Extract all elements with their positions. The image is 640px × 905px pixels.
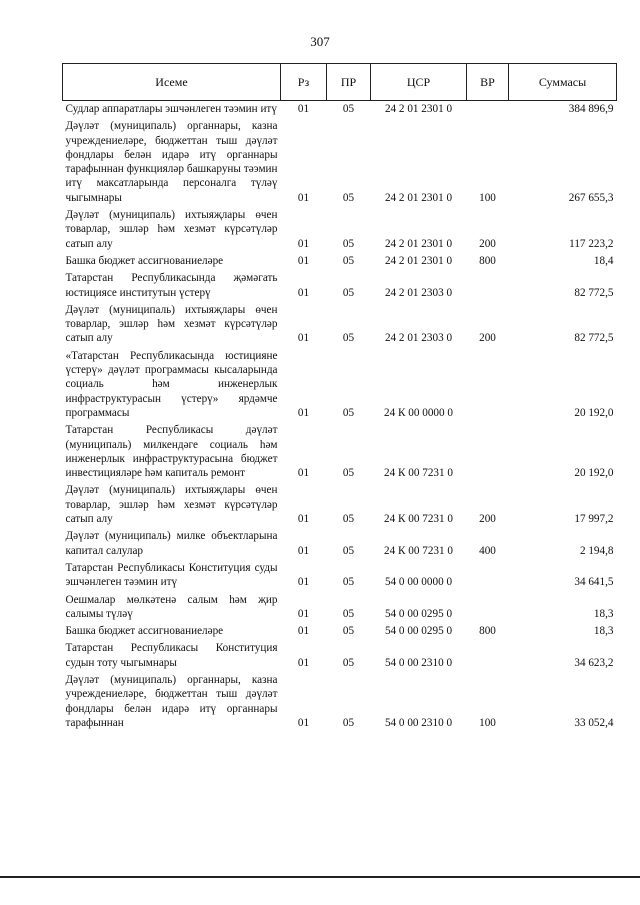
cell-name: Дәүләт (муниципаль) ихтыяҗлары өчен товарлар, эшләр һәм хезмәт күрсәтүләр сатып алу [65,484,278,526]
cell-rz: 01 [297,191,310,204]
cell-rz: 01 [297,656,310,669]
table-row [63,560,617,592]
cell-sum: 17 997,2 [574,513,614,526]
cell-csr: 24 2 01 2301 0 [384,254,453,267]
cell-pr: 05 [342,467,355,480]
table-row [63,623,617,640]
cell-csr: 54 0 00 0000 0 [384,576,453,589]
cell-vr: 800 [479,625,496,638]
cell-csr: 24 К 00 0000 0 [384,406,453,419]
table-row [63,422,617,482]
cell-sum: 18,4 [593,254,614,267]
header-name: Исеме [63,64,281,101]
cell-name: Дәүләт (муниципаль) милке объектларына капитал салулар [65,530,278,557]
table-row [63,528,617,560]
table-row [63,592,617,624]
cell-csr: 24 2 01 2301 0 [384,237,453,250]
cell-csr: 54 0 00 0295 0 [384,625,453,638]
cell-name: Дәүләт (муниципаль) органнары, казна учреждениеләре, бюджеттан тыш дәүләт фондлары белән идарә итү органнары тарафыннан функцияләр башкаруны тәэмин итү максатларында персоналга түләү чыгымнары [65,120,278,204]
cell-name: Дәүләт (муниципаль) ихтыяҗлары өчен товарлар, эшләр һәм хезмәт күрсәтүләр сатып алу [65,209,278,250]
cell-sum: 20 192,0 [574,406,614,419]
cell-csr: 24 2 01 2303 0 [384,332,453,345]
cell-vr: 800 [479,254,496,267]
cell-name: Татарстан Республикасында җәмәгать юстициясе институтын үстерү [65,272,278,299]
cell-name: Татарстан Республикасы Конституция суды эшчәнлеген тәэмин итү [65,561,278,589]
header-csr: ЦСР [371,64,467,101]
cell-vr: 200 [479,513,496,526]
cell-pr: 05 [342,286,355,299]
cell-pr: 05 [342,656,355,669]
table-row [63,270,617,302]
cell-vr: 200 [479,237,496,250]
cell-rz: 01 [297,544,310,557]
cell-vr [467,348,509,422]
table-row [63,207,617,253]
cell-vr: 400 [479,544,496,557]
cell-sum: 18,3 [593,607,614,620]
cell-rz: 01 [297,607,310,620]
cell-vr: 100 [479,716,496,729]
table-row [63,482,617,528]
cell-pr: 05 [342,332,355,345]
cell-rz: 01 [297,576,310,589]
cell-pr: 05 [342,254,355,267]
header-pr: ПР [327,64,371,101]
page-bottom-border [0,876,640,878]
cell-sum: 18,3 [593,625,614,638]
cell-pr: 05 [342,607,355,620]
cell-name: Татарстан Республикасы Конституция судын тоту чыгымнары [65,642,278,669]
cell-sum: 20 192,0 [574,467,614,480]
cell-csr: 24 К 00 7231 0 [384,544,453,557]
cell-pr: 05 [342,237,355,250]
table-header-row [63,64,617,101]
cell-rz: 01 [297,103,310,115]
cell-sum: 117 223,2 [569,237,614,250]
cell-sum: 2 194,8 [579,544,614,557]
cell-pr: 05 [342,103,355,115]
cell-name: Дәүләт (муниципаль) органнары, казна учреждениеләре, бюджеттан тыш дәүләт фондлары белән идарә итү органнары тарафыннан [65,673,278,729]
header-rz: Рз [281,64,327,101]
table-row [63,348,617,422]
table-row [63,101,617,119]
cell-name: Дәүләт (муниципаль) ихтыяҗлары өчен товарлар, эшләр һәм хезмәт күрсәтүләр сатып алу [65,303,278,345]
cell-vr [467,422,509,482]
cell-pr: 05 [342,716,355,729]
cell-vr [467,560,509,592]
cell-name: Башка бюджет ассигнованиеләре [65,254,224,267]
page-number: 307 [310,34,330,49]
cell-name: Татарстан Республикасы дәүләт (муниципаль) милкендәге социаль һәм инженерлык инфраструктурасына бюджет инвестицияләре һәм капиталь ремонт [65,424,278,480]
cell-sum: 34 641,5 [574,576,614,589]
table-row [63,672,617,732]
cell-vr: 100 [479,191,496,204]
table-row [63,302,617,348]
cell-pr: 05 [342,513,355,526]
cell-sum: 267 655,3 [568,191,614,204]
header-vr: ВР [467,64,509,101]
cell-sum: 33 052,4 [574,716,614,729]
cell-pr: 05 [342,544,355,557]
cell-name: «Татарстан Республикасында юстицияне үстерү» дәүләт программасы кысаларында социаль һәм инженерлык инфраструктурасын үстерү» ярдәмче программасы [65,349,278,419]
cell-csr: 54 0 00 2310 0 [384,716,453,729]
cell-vr [467,640,509,672]
cell-pr: 05 [342,406,355,419]
cell-rz: 01 [297,716,310,729]
cell-rz: 01 [297,625,310,638]
cell-vr [467,592,509,624]
cell-sum: 384 896,9 [568,103,614,115]
cell-csr: 24 К 00 7231 0 [384,513,453,526]
cell-rz: 01 [297,406,310,419]
header-sum: Суммасы [509,64,617,101]
cell-pr: 05 [342,625,355,638]
cell-rz: 01 [297,286,310,299]
cell-rz: 01 [297,237,310,250]
cell-pr: 05 [342,576,355,589]
cell-csr: 24 2 01 2303 0 [384,286,453,299]
table-row [63,640,617,672]
cell-rz: 01 [297,467,310,480]
table-row [63,253,617,270]
cell-name: Башка бюджет ассигнованиеләре [65,625,224,638]
cell-name: Оешмалар мөлкәтенә салым һәм җир салымы түләү [65,593,278,620]
cell-sum: 82 772,5 [574,332,614,345]
cell-vr [467,101,509,119]
cell-rz: 01 [297,332,310,345]
cell-sum: 34 623,2 [574,656,614,669]
budget-table [62,63,617,732]
cell-rz: 01 [297,254,310,267]
cell-sum: 82 772,5 [574,286,614,299]
cell-pr: 05 [342,191,355,204]
cell-rz: 01 [297,513,310,526]
cell-csr: 24 К 00 7231 0 [384,467,453,480]
cell-csr: 24 2 01 2301 0 [384,191,453,204]
cell-csr: 54 0 00 2310 0 [384,656,453,669]
table-row [63,118,617,207]
cell-vr [467,270,509,302]
cell-csr: 54 0 00 0295 0 [384,607,453,620]
cell-csr: 24 2 01 2301 0 [384,103,453,115]
cell-vr: 200 [479,332,496,345]
cell-name: Судлар аппаратлары эшчәнлеген тәэмин итү [65,103,277,115]
